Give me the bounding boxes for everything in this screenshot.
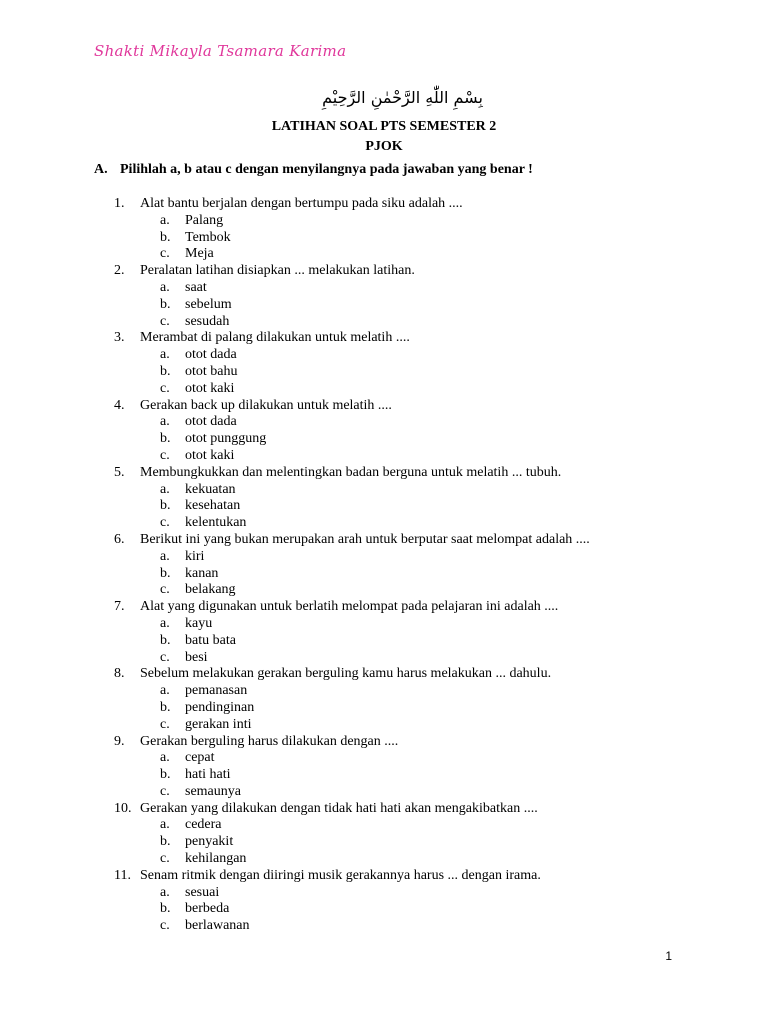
option-text: pendinginan [185, 699, 255, 715]
option-text: otot punggung [185, 431, 267, 447]
option-letter: b. [160, 834, 171, 850]
student-name-signature: Shakti Mikayla Tsamara Karima [94, 42, 347, 60]
option-text: Tembok [185, 229, 231, 245]
answer-option [0, 767, 768, 784]
option-letter: c. [160, 246, 170, 262]
option-text: kelentukan [185, 515, 247, 531]
option-text: pemanasan [185, 683, 248, 699]
answer-option [0, 885, 768, 902]
answer-option [0, 784, 768, 801]
question-number: 7. [114, 599, 125, 615]
option-letter: b. [160, 296, 171, 312]
question-item [0, 532, 768, 599]
option-letter: a. [160, 683, 170, 699]
question-text: Sebelum melakukan gerakan berguling kamu harus melakukan ... dahulu. [140, 666, 552, 682]
option-letter: c. [160, 851, 170, 867]
document-subject: PJOK [365, 139, 403, 154]
basmalah: بِسْمِ اللّٰهِ الرَّحْمٰنِ الرَّحِيْمِ [322, 88, 483, 107]
answer-option [0, 515, 768, 532]
question-item [0, 330, 768, 397]
question-text: Senam ritmik dengan diiringi musik gerakannya harus ... dengan irama. [140, 867, 541, 883]
question-text: Peralatan latihan disiapkan ... melakukan latihan. [140, 263, 415, 279]
option-letter: b. [160, 431, 171, 447]
option-letter: a. [160, 750, 170, 766]
answer-option [0, 381, 768, 398]
answer-option [0, 633, 768, 650]
question-item [0, 801, 768, 868]
question-number: 3. [114, 330, 125, 346]
answer-option [0, 280, 768, 297]
question-number: 1. [114, 196, 125, 211]
question-number: 10. [114, 800, 132, 816]
answer-option [0, 650, 768, 667]
option-text: batu bata [185, 632, 236, 648]
instruction-letter: A. [94, 162, 108, 177]
answer-option [0, 448, 768, 465]
question-text: Gerakan berguling harus dilakukan dengan .... [140, 733, 399, 749]
option-letter: a. [160, 347, 170, 363]
question-text: Gerakan yang dilakukan dengan tidak hati hati akan mengakibatkan .... [140, 800, 538, 816]
option-text: kekuatan [185, 481, 236, 497]
answer-option [0, 364, 768, 381]
question-item [0, 666, 768, 733]
answer-option [0, 834, 768, 851]
option-text: otot kaki [185, 380, 235, 396]
answer-option [0, 347, 768, 364]
answer-option [0, 230, 768, 247]
option-letter: b. [160, 632, 171, 648]
question-item [0, 734, 768, 801]
option-text: kehilangan [185, 851, 247, 867]
option-letter: b. [160, 363, 171, 379]
question-text: Merambat di palang dilakukan untuk melatih .... [140, 330, 410, 346]
option-text: gerakan inti [185, 716, 252, 732]
option-text: otot kaki [185, 447, 235, 463]
answer-option [0, 817, 768, 834]
answer-option [0, 616, 768, 633]
answer-option [0, 717, 768, 734]
option-letter: a. [160, 884, 170, 900]
option-text: besi [185, 649, 208, 665]
question-item [0, 196, 768, 263]
option-letter: c. [160, 313, 170, 329]
question-list [0, 196, 768, 935]
option-text: cedera [185, 817, 222, 833]
question-item [0, 263, 768, 330]
option-text: otot dada [185, 347, 237, 363]
option-letter: b. [160, 901, 171, 917]
option-text: kayu [185, 615, 213, 631]
option-text: saat [185, 279, 207, 295]
option-letter: c. [160, 918, 170, 934]
option-text: kesehatan [185, 498, 241, 514]
answer-option [0, 482, 768, 499]
option-text: berbeda [185, 901, 230, 917]
option-text: sesuai [185, 884, 220, 900]
page-number: 1 [665, 949, 672, 963]
option-letter: c. [160, 582, 170, 598]
question-item [0, 465, 768, 532]
answer-option [0, 582, 768, 599]
question-text: Alat yang digunakan untuk berlatih melompat pada pelajaran ini adalah .... [140, 599, 559, 615]
answer-option [0, 750, 768, 767]
instruction [94, 162, 533, 178]
option-text: kiri [185, 548, 205, 564]
option-text: Palang [185, 212, 224, 228]
option-letter: b. [160, 767, 171, 783]
question-number: 11. [114, 867, 131, 883]
option-letter: b. [160, 229, 171, 245]
question-number: 6. [114, 531, 125, 547]
question-number: 8. [114, 666, 125, 682]
option-letter: c. [160, 649, 170, 665]
option-text: kanan [185, 565, 219, 581]
question-item [0, 599, 768, 666]
instruction-text: Pilihlah a, b atau c dengan menyilangnya pada jawaban yang benar ! [120, 162, 533, 177]
option-text: sebelum [185, 296, 232, 312]
option-letter: b. [160, 565, 171, 581]
answer-option [0, 851, 768, 868]
option-letter: c. [160, 783, 170, 799]
question-number: 9. [114, 733, 125, 749]
option-letter: a. [160, 615, 170, 631]
document-title: LATIHAN SOAL PTS SEMESTER 2 [271, 119, 497, 134]
option-text: semaunya [185, 783, 241, 799]
option-letter: b. [160, 699, 171, 715]
option-letter: c. [160, 515, 170, 531]
answer-option [0, 700, 768, 717]
answer-option [0, 549, 768, 566]
question-item [0, 868, 768, 935]
option-letter: a. [160, 414, 170, 430]
answer-option [0, 213, 768, 230]
answer-option [0, 431, 768, 448]
option-text: hati hati [185, 767, 231, 783]
option-letter: a. [160, 481, 170, 497]
answer-option [0, 918, 768, 935]
question-item [0, 398, 768, 465]
answer-option [0, 498, 768, 515]
option-text: cepat [185, 750, 215, 766]
option-text: penyakit [185, 834, 234, 850]
option-letter: c. [160, 447, 170, 463]
option-letter: a. [160, 548, 170, 564]
option-text: otot dada [185, 414, 237, 430]
answer-option [0, 683, 768, 700]
option-letter: a. [160, 817, 170, 833]
option-text: berlawanan [185, 918, 250, 934]
option-text: otot bahu [185, 363, 238, 379]
answer-option [0, 246, 768, 263]
question-number: 4. [114, 397, 125, 413]
option-text: belakang [185, 582, 236, 598]
question-text: Alat bantu berjalan dengan bertumpu pada siku adalah .... [140, 196, 463, 211]
option-letter: b. [160, 498, 171, 514]
answer-option [0, 414, 768, 431]
option-text: sesudah [185, 313, 230, 329]
option-letter: c. [160, 716, 170, 732]
question-number: 2. [114, 263, 125, 279]
option-text: Meja [185, 246, 214, 262]
question-text: Membungkukkan dan melentingkan badan berguna untuk melatih ... tubuh. [140, 464, 562, 480]
option-letter: a. [160, 212, 170, 228]
question-number: 5. [114, 464, 125, 480]
answer-option [0, 901, 768, 918]
answer-option [0, 297, 768, 314]
question-text: Gerakan back up dilakukan untuk melatih .... [140, 397, 392, 413]
answer-option [0, 566, 768, 583]
option-letter: a. [160, 279, 170, 295]
option-letter: c. [160, 380, 170, 396]
answer-option [0, 314, 768, 331]
question-text: Berikut ini yang bukan merupakan arah untuk berputar saat melompat adalah .... [140, 531, 590, 547]
